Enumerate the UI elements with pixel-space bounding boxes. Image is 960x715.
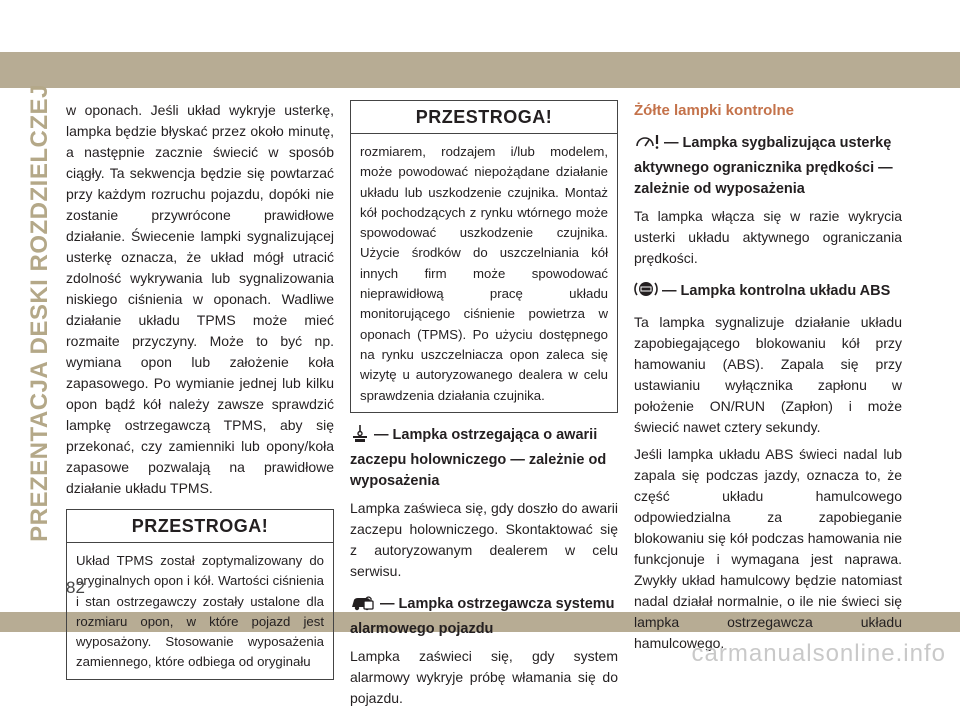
vehicle-security-icon bbox=[350, 592, 376, 619]
header-band bbox=[0, 52, 960, 88]
tow-hitch-warning-icon bbox=[350, 423, 370, 450]
tpms-paragraph: w oponach. Jeśli układ wykryje usterkę, lampka będzie błyskać przez około minutę, a następnie zacznie świecić w sposób ciągły. Ta sekwencja będzie się powtarzać przy każdym rozruchu pojazdu, dopóki nie zostanie przywrócone prawidłowe działanie. Świecenie lampki sygnalizującej usterkę oznacza, że układ mógł utracić zdolność wykrywania lub sygnalizowania niskiego ciśnienia w oponach. Wadliwe działanie układu TPMS może mieć rozmaite przyczyny. Może to być np. wymiana opon lub założenie koła zapasowego. Po wymianie jednej lub kilku opon bądź kół należy zawsze sprawdzić lampkę ostrzegawczą TPMS, aby się przekonać, czy zamienniki lub opony/koła zapasowe pozwalają na prawidłowe działanie układu TPMS. bbox=[66, 102, 334, 496]
yellow-lamps-title: Żółte lampki kontrolne bbox=[634, 102, 795, 119]
abs-text-2: Jeśli lampka układu ABS świeci nadal lub zapala się podczas jazdy, oznacza to, że część układu hamulcowego odpowiedzialna za zapobieganie blokowaniu się kół podczas hamowania nie funkcjonuje i wymagana jest naprawa. Zwykły układ hamulcowy będzie natomiast nadal działał normalnie, o ile nie świeci się lampka ostrzegawcza układu hamulcowego. bbox=[634, 446, 902, 651]
column-middle bbox=[350, 100, 618, 715]
abs-heading: — Lampka kontrolna układu ABS bbox=[634, 279, 902, 306]
watermark: carmanualsonline.info bbox=[691, 640, 946, 667]
tow-hitch-text: Lampka zaświeca się, gdy doszło do awarii zaczepu holowniczego. Skontaktować się z autoryzowanym dealerem w celu serwisu. bbox=[350, 499, 618, 579]
page-number: 82 bbox=[66, 578, 85, 597]
speed-limiter-warning-icon bbox=[634, 131, 660, 158]
warning-title: PRZESTROGA! bbox=[67, 510, 333, 543]
abs-icon bbox=[634, 279, 658, 306]
speed-limiter-heading: — Lampka sygbalizująca usterkę aktywnego ogranicznika prędkości — zależnie od wyposażenia bbox=[634, 131, 902, 200]
section-side-title: PREZENTACJA DESKI ROZDZIELCZEJ bbox=[26, 84, 54, 542]
warning-text: rozmiarem, rodzajem i/lub modelem, może powodować niepożądane działanie układu lub uszkodzenie czujnika. Montaż kół pochodzących z rynku wtórnego może spowodować uszkodzenie czujnika. Użycie środków do uszczelniania kół innych firm może spowodować nieprawidłową pracę układu monitorującego ciśnienie powietrza w oponach (TPMS). Po użyciu dostępnego na rynku uszczelniacza opon zaleca się wizytę u autoryzowanego dealera w celu sprawdzenia działania czujnika. bbox=[360, 144, 608, 403]
security-text: Lampka zaświeci się, gdy system alarmowy wykryje próbę włamania się do pojazdu. bbox=[350, 647, 618, 706]
warning-text: Układ TPMS został zoptymalizowany do oryginalnych opon i kół. Wartości ciśnienia i stan ostrzegawczy zostały ustalone dla rozmiaru opon, w które pojazd jest wyposażony. Stosowanie wyposażenia zamiennego, które odbiega od oryginału bbox=[76, 553, 324, 670]
security-heading: — Lampka ostrzegawcza systemu alarmowego pojazdu bbox=[350, 592, 618, 640]
column-left bbox=[66, 100, 334, 680]
abs-text-1: Ta lampka sygnalizuje działanie układu zapobiegającego blokowaniu kół przy hamowaniu (ABS). Zapala się przy ustawianiu wyłącznika zapłonu w położenie ON/RUN (Zapłon) i może świecić nawet cztery sekundy. bbox=[634, 314, 902, 435]
column-right bbox=[634, 100, 902, 660]
speed-limiter-text: Ta lampka włącza się w razie wykrycia usterki układu aktywnego ograniczania prędkości. bbox=[634, 208, 902, 266]
warning-box-sensor bbox=[350, 100, 618, 413]
tow-hitch-heading: — Lampka ostrzegająca o awarii zaczepu holowniczego — zależnie od wyposażenia bbox=[350, 423, 618, 492]
warning-title: PRZESTROGA! bbox=[351, 101, 617, 134]
